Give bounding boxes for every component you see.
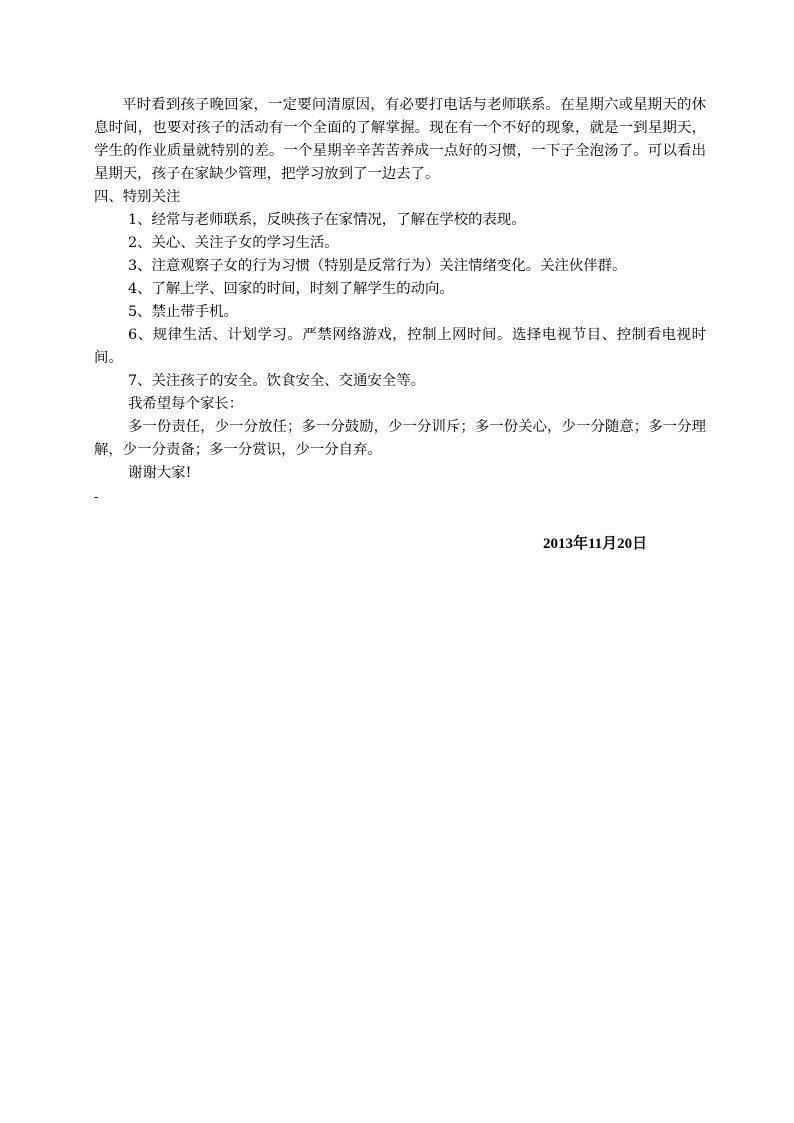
list-item-5: 5、禁止带手机。 bbox=[128, 304, 238, 320]
section-heading: 四、特别关注 bbox=[94, 189, 181, 205]
list-item-1: 1、经常与老师联系，反映孩子在家情况，了解在学校的表现。 bbox=[128, 212, 526, 228]
list-item-7: 7、关注孩子的安全。饮食安全、交通安全等。 bbox=[128, 373, 425, 389]
document-body bbox=[94, 94, 706, 508]
document-date: 2013年11月20日 bbox=[543, 536, 648, 552]
list-item-4: 4、了解上学、回家的时间，时刻了解学生的动向。 bbox=[128, 281, 454, 297]
thanks-line: 谢谢大家! bbox=[128, 465, 192, 481]
wish-intro: 我希望每个家长： bbox=[128, 396, 244, 412]
list-item-3: 3、注意观察子女的行为习惯（特别是反常行为）关注情绪变化。关注伙伴群。 bbox=[128, 258, 627, 274]
intro-paragraph: 平时看到孩子晚回家，一定要问清原因，有必要打电话与老师联系。在星期六或星期天的休息时间，也要对孩子的活动有一个全面的了解掌握。现在有一个不好的现象，就是一到星期天，学生的作业质量就特别的差。一个星期辛辛苦苦养成一点好的习惯，一下子全泡汤了。可以看出星期天，孩子在家缺少管理，把学习放到了一边去了。 bbox=[94, 97, 706, 182]
dash-mark: - bbox=[94, 489, 99, 504]
list-item-6: 6、规律生活、计划学习。严禁网络游戏，控制上网时间。选择电视节目、控制看电视时间。 bbox=[94, 327, 706, 366]
list-item-2: 2、关心、关注子女的学习生活。 bbox=[128, 235, 339, 251]
wish-text: 多一份责任，少一分放任；多一分鼓励，少一分训斥；多一份关心，少一分随意；多一分理解，少一分责备；多一分赏识，少一分自弃。 bbox=[94, 419, 706, 458]
